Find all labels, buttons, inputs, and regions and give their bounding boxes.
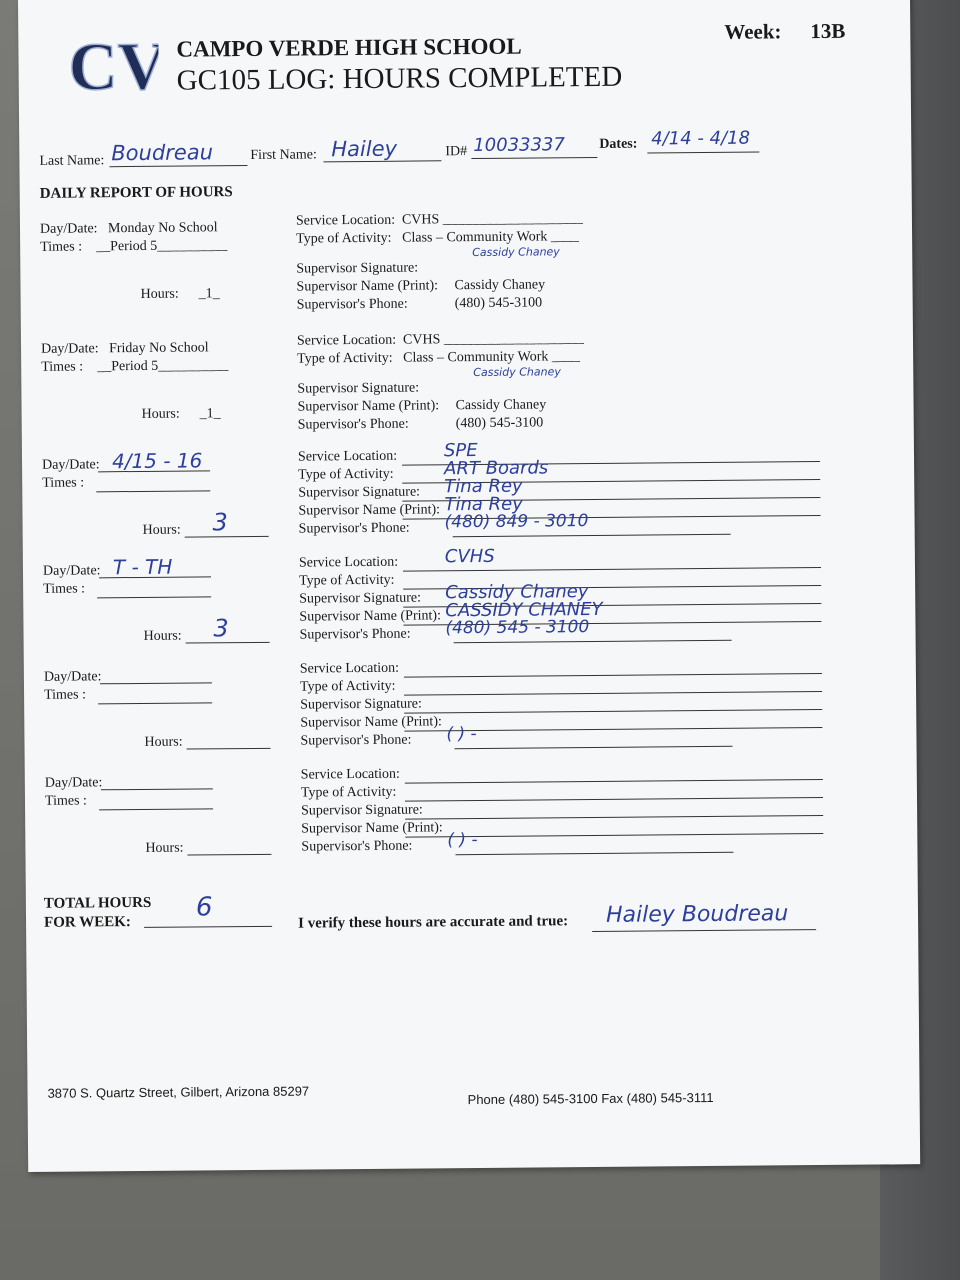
times-label: Times : xyxy=(42,475,85,491)
id-label: ID# xyxy=(445,144,468,160)
hours-label: Hours: xyxy=(145,840,184,856)
supervisor-signature-label: Supervisor Signature: xyxy=(296,260,419,277)
day-date-label: Day/Date: xyxy=(41,457,100,473)
verify-signature: Hailey Boudreau xyxy=(605,901,789,928)
supervisor-phone-label: Supervisor's Phone: xyxy=(296,296,408,313)
supervisor-signature-value: Tina Rey xyxy=(444,475,523,498)
service-location-label: Service Location: xyxy=(300,766,400,783)
log-sheet xyxy=(18,0,920,1172)
supervisor-phone-label: Supervisor's Phone: xyxy=(298,520,410,537)
supervisor-phone-value: ( ) - xyxy=(447,830,478,851)
hours-value: _1_ xyxy=(199,406,221,422)
day-date-value: Monday No School xyxy=(107,220,218,237)
hours-label: Hours: xyxy=(142,522,181,538)
type-of-activity-value: Class – Community Work ____ xyxy=(402,229,579,246)
hours-value: 3 xyxy=(212,508,228,537)
times-label: Times : xyxy=(44,793,87,809)
total-label-1: TOTAL HOURS xyxy=(43,894,152,912)
total-hours-value: 6 xyxy=(195,892,213,923)
supervisor-name-value: Cassidy Chaney xyxy=(455,397,547,414)
times-label: Times : xyxy=(44,687,87,703)
day-date-label: Day/Date: xyxy=(43,669,102,685)
hours-label: Hours: xyxy=(141,406,180,422)
type-of-activity-label: Type of Activity: xyxy=(297,350,393,367)
supervisor-name-label: Supervisor Name (Print): xyxy=(299,608,441,625)
type-of-activity-value: Class – Community Work ____ xyxy=(403,349,580,366)
supervisor-name-label: Supervisor Name (Print): xyxy=(297,398,440,415)
day-date-label: Day/Date: xyxy=(44,775,103,791)
supervisor-signature-label: Supervisor Signature: xyxy=(298,484,421,501)
times-value: __Period 5__________ xyxy=(97,358,229,375)
type-of-activity-label: Type of Activity: xyxy=(298,466,394,483)
supervisor-phone-label: Supervisor's Phone: xyxy=(299,626,411,643)
day-date-label: Day/Date: xyxy=(42,563,101,579)
service-location-value: CVHS ____________________ xyxy=(402,331,584,348)
supervisor-signature-value: Cassidy Chaney xyxy=(445,581,589,604)
supervisor-phone-value: (480) 545 - 3100 xyxy=(445,617,590,639)
times-label: Times : xyxy=(43,581,86,597)
supervisor-signature-value: Cassidy Chaney xyxy=(473,365,561,380)
hours-label: Hours: xyxy=(143,628,182,644)
supervisor-name-value: Tina Rey xyxy=(444,493,523,516)
school-name: CAMPO VERDE HIGH SCHOOL xyxy=(176,33,522,62)
service-location-value: CVHS ____________________ xyxy=(401,211,583,228)
day-date-value: Friday No School xyxy=(108,340,209,357)
service-location-label: Service Location: xyxy=(298,554,399,571)
hours-value: 3 xyxy=(213,614,229,643)
supervisor-signature-label: Supervisor Signature: xyxy=(299,590,422,607)
service-location-label: Service Location: xyxy=(299,660,400,677)
times-value: __Period 5__________ xyxy=(96,238,228,255)
verify-label: I verify these hours are accurate and true: xyxy=(298,913,569,932)
service-location-label: Service Location: xyxy=(296,332,397,349)
supervisor-phone-label: Supervisor's Phone: xyxy=(300,732,412,749)
hours-value: _1_ xyxy=(198,286,220,302)
supervisor-signature-label: Supervisor Signature: xyxy=(297,380,420,397)
supervisor-phone-value: (480) 849 - 3010 xyxy=(444,511,589,533)
log-title: GC105 LOG: HOURS COMPLETED xyxy=(176,60,623,97)
service-location-label: Service Location: xyxy=(297,448,398,465)
supervisor-signature-value: Cassidy Chaney xyxy=(472,245,560,260)
school-address: 3870 S. Quartz Street, Gilbert, Arizona 85297 xyxy=(47,1083,310,1101)
service-location-value: CVHS xyxy=(444,545,495,568)
day-date-label: Day/Date: xyxy=(39,221,98,237)
supervisor-phone-value: (480) 545-3100 xyxy=(455,415,544,432)
type-of-activity-label: Type of Activity: xyxy=(296,230,392,247)
id-value: 10033337 xyxy=(473,134,566,157)
supervisor-name-label: Supervisor Name (Print): xyxy=(300,714,442,731)
supervisor-name-label: Supervisor Name (Print): xyxy=(298,502,441,519)
supervisor-phone-value: ( ) - xyxy=(446,724,477,745)
section-title: DAILY REPORT OF HOURS xyxy=(39,184,233,202)
supervisor-name-label: Supervisor Name (Print): xyxy=(296,278,439,295)
dates-label: Dates: xyxy=(599,136,638,152)
supervisor-signature-label: Supervisor Signature: xyxy=(301,802,423,819)
supervisor-name-value: Cassidy Chaney xyxy=(454,277,546,294)
supervisor-phone-label: Supervisor's Phone: xyxy=(297,416,409,433)
dates-value: 4/14 - 4/18 xyxy=(651,127,751,150)
first-name-value: Hailey xyxy=(331,136,398,162)
first-name-label: First Name: xyxy=(250,147,317,163)
day-date-value: T - TH xyxy=(112,554,173,580)
total-label-2: FOR WEEK: xyxy=(43,914,131,931)
type-of-activity-label: Type of Activity: xyxy=(299,678,396,695)
last-name-value: Boudreau xyxy=(111,140,214,166)
day-date-label: Day/Date: xyxy=(40,341,99,357)
type-of-activity-label: Type of Activity: xyxy=(299,572,395,589)
times-label: Times : xyxy=(40,239,83,255)
service-location-label: Service Location: xyxy=(295,212,396,229)
supervisor-phone-value: (480) 545-3100 xyxy=(454,295,543,312)
service-location-value: SPE xyxy=(443,440,478,462)
type-of-activity-label: Type of Activity: xyxy=(300,784,397,801)
school-contact: Phone (480) 545-3100 Fax (480) 545-3111 xyxy=(467,1089,714,1108)
times-label: Times : xyxy=(41,359,84,375)
hours-label: Hours: xyxy=(144,734,183,750)
logo-lettering: CV xyxy=(68,28,159,100)
supervisor-phone-label: Supervisor's Phone: xyxy=(301,838,413,855)
last-name-label: Last Name: xyxy=(39,153,105,169)
supervisor-signature-label: Supervisor Signature: xyxy=(300,696,422,713)
school-logo xyxy=(66,29,159,100)
supervisor-name-value: CASSIDY CHANEY xyxy=(445,598,603,622)
supervisor-name-label: Supervisor Name (Print): xyxy=(301,820,443,837)
type-of-activity-value: ART Boards xyxy=(444,457,549,480)
week-label: Week: xyxy=(724,19,782,44)
hours-label: Hours: xyxy=(140,286,179,302)
week-value: 13B xyxy=(810,18,846,44)
day-date-value: 4/15 - 16 xyxy=(111,448,203,474)
